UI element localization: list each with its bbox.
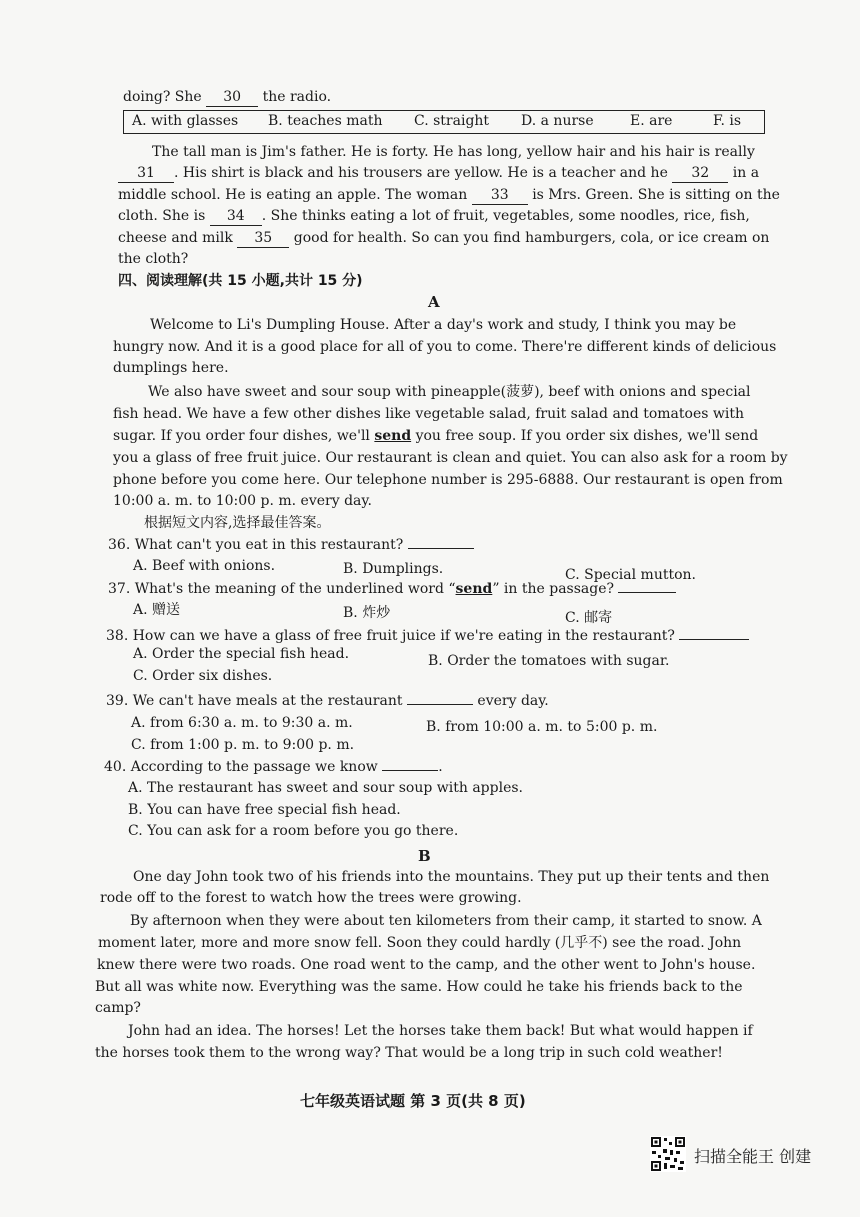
option-b: B. teaches math — [268, 113, 383, 129]
fill-text: . His shirt is black and his trousers are yellow. He is a teacher and he — [174, 165, 668, 181]
answer-blank — [408, 536, 474, 549]
passage-a-line: phone before you come here. Our telephone number is 295-6888. Our restaurant is open from — [113, 472, 783, 488]
passage-a-line: hungry now. And it is a good place for all of you to come. There're different kinds of delicious — [113, 339, 777, 355]
passage-a-line: 10:00 a. m. to 10:00 p. m. every day. — [113, 493, 372, 509]
fill-text: cheese and milk — [118, 230, 233, 246]
blank-34: 34 — [210, 207, 262, 226]
option-a: A. with glasses — [132, 113, 239, 129]
question-text: 38. How can we have a glass of free fruit juice if we're eating in the restaurant? — [106, 628, 675, 644]
q40-option-c: C. You can ask for a room before you go there. — [128, 823, 459, 839]
watermark-text: 扫描全能王 创建 — [694, 1147, 812, 1166]
fill-line-4 — [118, 207, 750, 226]
passage-a-text: you free soup. If you order six dishes, we'll send — [415, 428, 759, 444]
question-text: 37. What's the meaning of the underlined word “ — [108, 581, 456, 597]
qr-code-icon — [650, 1136, 686, 1172]
passage-a-text: sugar. If you order four dishes, we'll — [113, 428, 370, 444]
passage-b-line: By afternoon when they were about ten kilometers from their camp, it started to snow. A — [130, 913, 762, 929]
q39-option-b: B. from 10:00 a. m. to 5:00 p. m. — [426, 719, 658, 735]
fill-text: is Mrs. Green. She is sitting on the — [532, 187, 780, 203]
fill-line-6: the cloth? — [118, 251, 189, 267]
option-d: D. a nurse — [521, 113, 594, 129]
q38-option-c: C. Order six dishes. — [133, 668, 273, 684]
fill-text: . She thinks eating a lot of fruit, vegetables, some noodles, rice, fish, — [261, 208, 750, 224]
fill-line-2 — [118, 164, 759, 183]
question-text: 36. What can't you eat in this restaurant? — [108, 537, 404, 553]
fill-line-3 — [118, 186, 780, 205]
period: . — [438, 759, 443, 775]
answer-blank — [407, 692, 473, 705]
q37-option-a: A. 赠送 — [133, 602, 181, 618]
passage-b-letter: B — [418, 847, 431, 865]
q37-option-c: C. 邮寄 — [565, 610, 613, 626]
page-footer: 七年级英语试题 第 3 页(共 8 页) — [300, 1092, 526, 1110]
question-38 — [106, 627, 749, 645]
answer-blank — [679, 627, 749, 640]
fill-text: middle school. He is eating an apple. The woman — [118, 187, 468, 203]
q37-underlined-word: send — [455, 581, 493, 597]
answer-blank — [618, 580, 676, 593]
q36-option-b: B. Dumplings. — [343, 561, 444, 577]
section-heading: 四、阅读理解(共 15 小题,共计 15 分) — [118, 273, 363, 289]
passage-b-line: moment later, more and more snow fell. Soon they could hardly (几乎不) see the road. John — [98, 935, 742, 951]
underlined-word-send: send — [374, 428, 412, 444]
intro-line — [123, 88, 331, 107]
q36-option-c: C. Special mutton. — [565, 567, 696, 583]
blank-32: 32 — [672, 164, 728, 183]
q36-option-a: A. Beef with onions. — [133, 558, 276, 574]
question-37 — [108, 580, 676, 598]
passage-a-line: you a glass of free fruit juice. Our restaurant is clean and quiet. You can also ask for a room by — [113, 450, 788, 466]
q38-option-b: B. Order the tomatoes with sugar. — [428, 653, 670, 669]
passage-a-line — [113, 427, 758, 445]
question-39 — [106, 692, 549, 710]
question-text: 39. We can't have meals at the restaurant — [106, 693, 403, 709]
blank-35: 35 — [237, 229, 289, 248]
intro-text: doing? She — [123, 89, 202, 105]
q40-option-a: A. The restaurant has sweet and sour soup with apples. — [128, 780, 524, 796]
fill-line-5 — [118, 229, 769, 248]
passage-a-line: fish head. We have a few other dishes like vegetable salad, fruit salad and tomatoes with — [113, 406, 744, 422]
option-e: E. are — [630, 113, 673, 129]
option-f: F. is — [713, 113, 742, 129]
passage-a-line: dumplings here. — [113, 360, 229, 376]
instruction: 根据短文内容,选择最佳答案。 — [144, 515, 331, 531]
fill-text: cloth. She is — [118, 208, 206, 224]
q38-option-a: A. Order the special fish head. — [133, 646, 350, 662]
passage-b-line: knew there were two roads. One road went to the camp, and the other went to John's house. — [97, 957, 756, 973]
question-text: every day. — [477, 693, 549, 709]
fill-text: good for health. So can you find hamburgers, cola, or ice cream on — [293, 230, 770, 246]
q40-option-b: B. You can have free special fish head. — [128, 802, 401, 818]
blank-30: 30 — [206, 88, 258, 107]
passage-a-line: We also have sweet and sour soup with pineapple(菠萝), beef with onions and special — [148, 384, 751, 400]
q39-option-a: A. from 6:30 a. m. to 9:30 a. m. — [131, 715, 353, 731]
q37-option-b: B. 炸炒 — [343, 605, 391, 621]
passage-b-line: the horses took them to the wrong way? That would be a long trip in such cold weather! — [95, 1045, 723, 1061]
question-text: 40. According to the passage we know — [104, 759, 378, 775]
question-text: ” in the passage? — [492, 581, 615, 597]
passage-b-line: One day John took two of his friends into the mountains. They put up their tents and then — [133, 869, 770, 885]
intro-text-end: the radio. — [262, 89, 332, 105]
question-36 — [108, 536, 474, 554]
option-c: C. straight — [414, 113, 490, 129]
passage-a-line: Welcome to Li's Dumpling House. After a day's work and study, I think you may be — [150, 317, 737, 333]
question-40 — [104, 758, 443, 776]
passage-b-line: rode off to the forest to watch how the trees were growing. — [100, 890, 522, 906]
fill-line-1: The tall man is Jim's father. He is forty. He has long, yellow hair and his hair is really — [152, 144, 755, 160]
passage-a-letter: A — [428, 293, 440, 311]
passage-b-line: John had an idea. The horses! Let the horses take them back! But what would happen if — [128, 1023, 753, 1039]
scanner-watermark — [650, 1132, 850, 1180]
answer-blank — [382, 758, 438, 771]
passage-b-line: But all was white now. Everything was the same. How could he take his friends back to the — [95, 979, 743, 995]
passage-b-line: camp? — [95, 1000, 141, 1016]
q39-option-c: C. from 1:00 p. m. to 9:00 p. m. — [131, 737, 355, 753]
fill-text: in a — [732, 165, 760, 181]
blank-33: 33 — [472, 186, 528, 205]
blank-31: 31 — [118, 164, 174, 183]
